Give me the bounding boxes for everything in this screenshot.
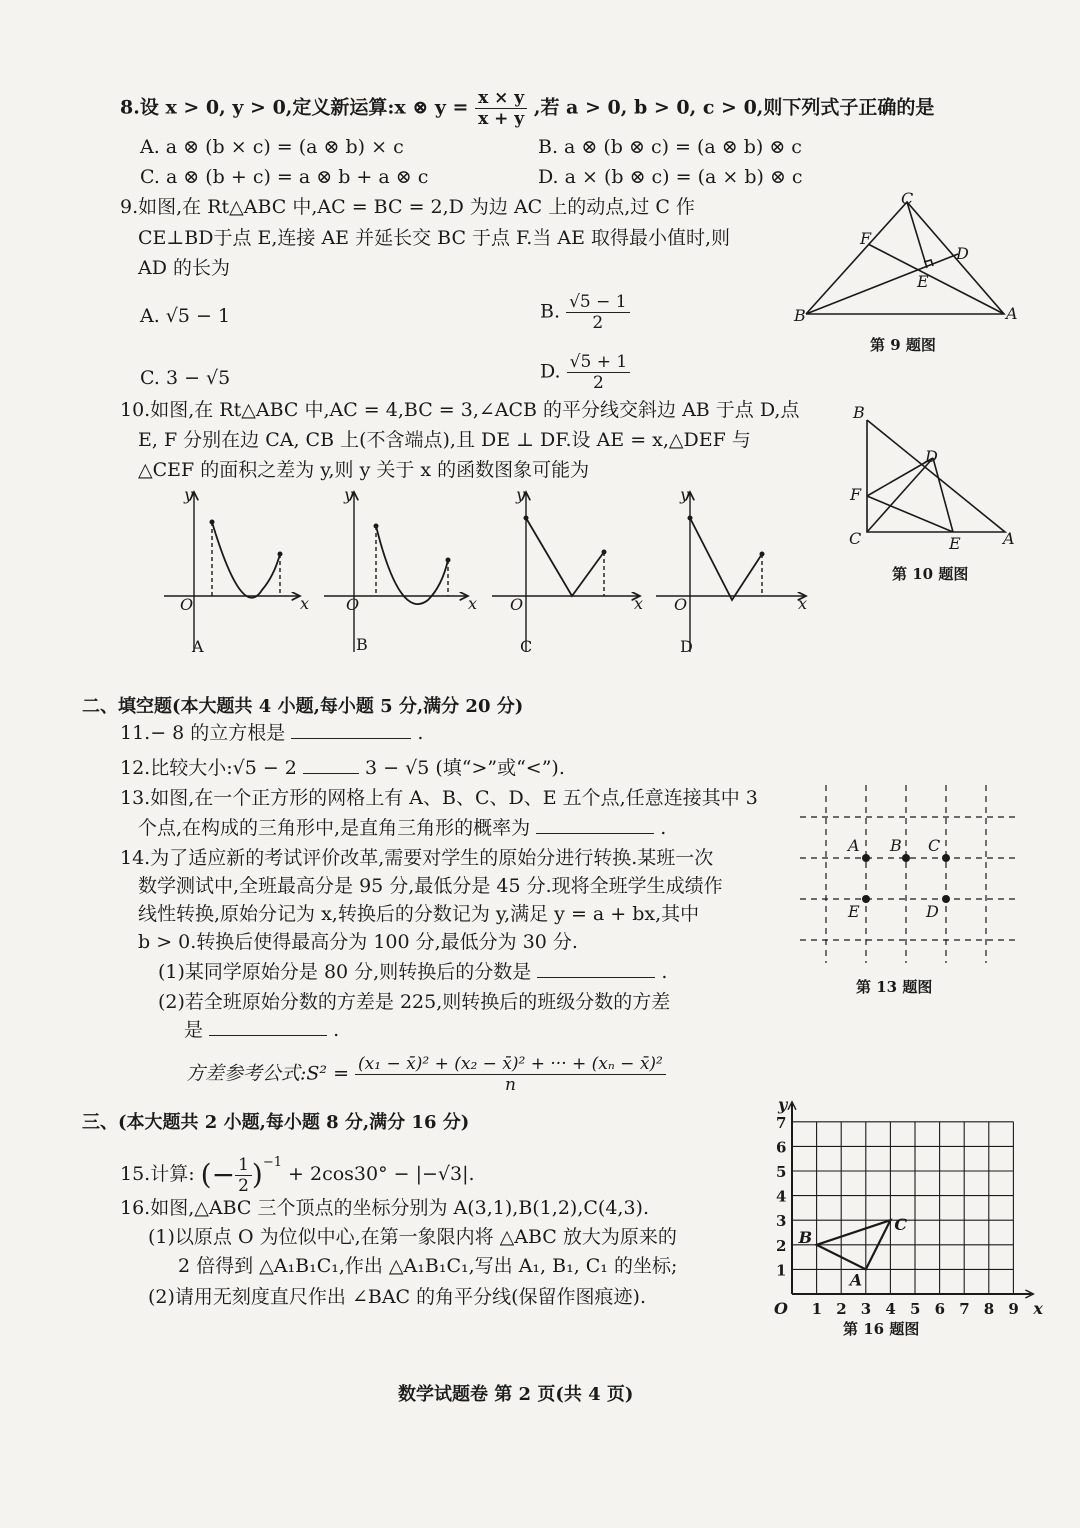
q16-line1: 16.如图,△ABC 三个顶点的坐标分别为 A(3,1),B(1,2),C(4,3). xyxy=(120,1197,649,1219)
q10-label-a: A xyxy=(1003,529,1015,548)
page-footer: 数学试题卷 第 2 页(共 4 页) xyxy=(398,1384,634,1405)
q8-option-b: B. a ⊗ (b ⊗ c) = (a ⊗ b) ⊗ c xyxy=(538,136,802,158)
q14-line2: 数学测试中,全班最高分是 95 分,最低分是 45 分.现将全班学生成绩作 xyxy=(138,875,723,897)
svg-text:y: y xyxy=(680,485,690,504)
q12: 12.比较大小:√5 − 2 3 − √5 (填“>”或“<”). xyxy=(120,757,565,779)
q13-label-c: C xyxy=(928,836,941,855)
q9-label-e: E xyxy=(917,272,929,291)
q9-label-a: A xyxy=(1006,304,1018,323)
q10-graphs xyxy=(150,482,820,662)
q13-caption: 第 13 题图 xyxy=(856,978,933,996)
q14-sub2-answer-blank[interactable] xyxy=(209,1017,327,1036)
q13-figure xyxy=(800,785,1020,965)
x-tick-label: 7 xyxy=(959,1300,970,1318)
svg-text:O: O xyxy=(180,595,194,614)
q15: 15.计算: (− $\frac{1}{2}$ )$^{-1}$ + 2cos30° − |−√3|. xyxy=(120,1154,475,1196)
y-tick-label: 4 xyxy=(776,1187,787,1206)
x-tick-label: 3 xyxy=(860,1300,872,1318)
svg-text:y: y xyxy=(516,485,526,504)
y-tick-label: 7 xyxy=(776,1113,787,1132)
y-tick-label: 3 xyxy=(776,1212,787,1231)
q10-graph-label-d: D xyxy=(680,637,693,656)
q13-line1: 13.如图,在一个正方形的网格上有 A、B、C、D、E 五个点,任意连接其中 3 xyxy=(120,787,758,809)
x-tick-label: 5 xyxy=(910,1300,921,1318)
q9-label-c: C xyxy=(901,189,914,208)
svg-text:O: O xyxy=(510,595,524,614)
q10-graph-label-c: C xyxy=(520,637,533,656)
y-tick-label: 5 xyxy=(776,1163,787,1181)
svg-text:y: y xyxy=(184,485,194,504)
y-tick-label: 6 xyxy=(776,1138,787,1157)
x-tick-label: 2 xyxy=(836,1300,847,1318)
point-c-label: C xyxy=(894,1215,908,1235)
q14-sub1-answer-blank[interactable] xyxy=(537,959,655,978)
q13-label-b: B xyxy=(890,836,902,855)
q9-caption: 第 9 题图 xyxy=(870,336,936,354)
q10-label-e: E xyxy=(949,534,961,553)
section-3-heading: 三、(本大题共 2 小题,每小题 8 分,满分 16 分) xyxy=(82,1112,470,1133)
y-tick-label: 2 xyxy=(776,1236,787,1255)
q8-fraction: $\frac{x \times y}{x + y}$ xyxy=(475,88,527,129)
q9-option-b: B. $\frac{√5 - 1}{2}$ xyxy=(540,292,630,333)
q10-line1: 10.如图,在 Rt△ABC 中,AC = 4,BC = 3,∠ACB 的平分线交斜边 AB 于点 D,点 xyxy=(120,399,800,421)
svg-text:x: x xyxy=(468,594,478,613)
svg-text:y: y xyxy=(344,485,354,504)
q10-figure xyxy=(845,400,1025,553)
q13-line2: 个点,在构成的三角形中,是直角三角形的概率为 . xyxy=(138,817,667,839)
q14-sub2: (2)若全班原始分数的方差是 225,则转换后的班级分数的方差 xyxy=(158,991,671,1013)
y-axis-label: y xyxy=(778,1094,788,1114)
q10-line3: △CEF 的面积之差为 y,则 y 关于 x 的函数图象可能为 xyxy=(138,459,590,481)
q13-answer-blank[interactable] xyxy=(536,815,654,834)
x-tick-label: 9 xyxy=(1008,1300,1019,1318)
q9-label-d: D xyxy=(956,244,969,263)
q8-stem: 8.设 x > 0, y > 0,定义新运算:x ⊗ y = $\frac{x \times y}{x + y}$ ,若 a > 0, b > 0, c > 0,则下列式子正确的是 xyxy=(120,88,935,129)
q16-caption: 第 16 题图 xyxy=(843,1320,920,1338)
point-b-label: B xyxy=(798,1227,813,1247)
q16-sub2: (2)请用无刻度直尺作出 ∠BAC 的角平分线(保留作图痕迹). xyxy=(148,1286,646,1308)
q9-label-f: F xyxy=(860,229,872,248)
q10-graph-label-a: A xyxy=(192,637,204,656)
q9-option-d: D. $\frac{√5 + 1}{2}$ xyxy=(540,352,630,393)
q10-label-c: C xyxy=(849,529,862,548)
section-2-heading: 二、填空题(本大题共 4 小题,每小题 5 分,满分 20 分) xyxy=(82,696,524,717)
x-axis-label: x xyxy=(1033,1299,1043,1318)
q11-answer-blank[interactable] xyxy=(291,720,411,739)
q9-line2: CE⊥BD于点 E,连接 AE 并延长交 BC 于点 F.当 AE 取得最小值时,则 xyxy=(138,227,731,249)
svg-text:x: x xyxy=(300,594,310,613)
origin-label: O xyxy=(774,1299,788,1318)
q9-line1: 9.如图,在 Rt△ABC 中,AC = BC = 2,D 为边 AC 上的动点,过 C 作 xyxy=(120,196,695,218)
q10-label-d: D xyxy=(925,447,938,466)
x-tick-label: 1 xyxy=(811,1300,823,1318)
q10-graph-label-b: B xyxy=(356,635,368,654)
q10-caption: 第 10 题图 xyxy=(892,565,969,583)
q9-option-a: A. √5 − 1 xyxy=(140,305,231,327)
q12-answer-blank[interactable] xyxy=(303,755,359,774)
svg-text:O: O xyxy=(346,595,360,614)
svg-text:x: x xyxy=(634,594,644,613)
q10-label-b: B xyxy=(853,403,865,422)
q8-option-d: D. a × (b ⊗ c) = (a × b) ⊗ c xyxy=(538,166,803,188)
q10-line2: E, F 分别在边 CA, CB 上(不含端点),且 DE ⊥ DF.设 AE = x,△DEF 与 xyxy=(138,429,751,451)
q16-sub1a: (1)以原点 O 为位似中心,在第一象限内将 △ABC 放大为原来的 xyxy=(148,1226,677,1248)
q14-line1: 14.为了适应新的考试评价改革,需要对学生的原始分进行转换.某班一次 xyxy=(120,847,714,869)
q14-line3: 线性转换,原始分记为 x,转换后的分数记为 y,满足 y = a + bx,其中 xyxy=(138,903,700,925)
q16-figure xyxy=(740,1068,1043,1318)
q10-label-f: F xyxy=(850,485,862,504)
q9-line3: AD 的长为 xyxy=(138,257,230,279)
q9-label-b: B xyxy=(794,306,806,325)
q9-figure xyxy=(790,188,1030,328)
point-a-label: A xyxy=(849,1270,863,1290)
q13-label-a: A xyxy=(848,836,860,855)
q9-option-c: C. 3 − √5 xyxy=(140,367,231,389)
q14-formula: 方差参考公式:S² = $\frac{\text{(x₁ − x̄)² + (x₂ − x̄)² + ··· + (xₙ − x̄)²}}{n}$ xyxy=(186,1054,666,1095)
x-tick-label: 4 xyxy=(885,1300,896,1318)
svg-text:x: x xyxy=(798,594,808,613)
y-tick-label: 1 xyxy=(776,1261,787,1280)
q16-sub1b: 2 倍得到 △A₁B₁C₁,作出 △A₁B₁C₁,写出 A₁, B₁, C₁ 的坐标; xyxy=(178,1255,678,1277)
q14-sub1: (1)某同学原始分是 80 分,则转换后的分数是 . xyxy=(158,961,668,983)
q8-option-a: A. a ⊗ (b × c) = (a ⊗ b) × c xyxy=(140,136,404,158)
x-tick-label: 8 xyxy=(983,1300,995,1318)
q14-line4: b > 0.转换后使得最高分为 100 分,最低分为 30 分. xyxy=(138,931,578,953)
q11: 11.− 8 的立方根是 . xyxy=(120,722,424,744)
q13-label-d: D xyxy=(926,902,939,921)
q8-option-c: C. a ⊗ (b + c) = a ⊗ b + a ⊗ c xyxy=(140,166,429,188)
svg-text:O: O xyxy=(674,595,688,614)
x-tick-label: 6 xyxy=(934,1300,946,1318)
q14-sub2b: 是 . xyxy=(184,1019,340,1041)
q13-label-e: E xyxy=(848,902,860,921)
